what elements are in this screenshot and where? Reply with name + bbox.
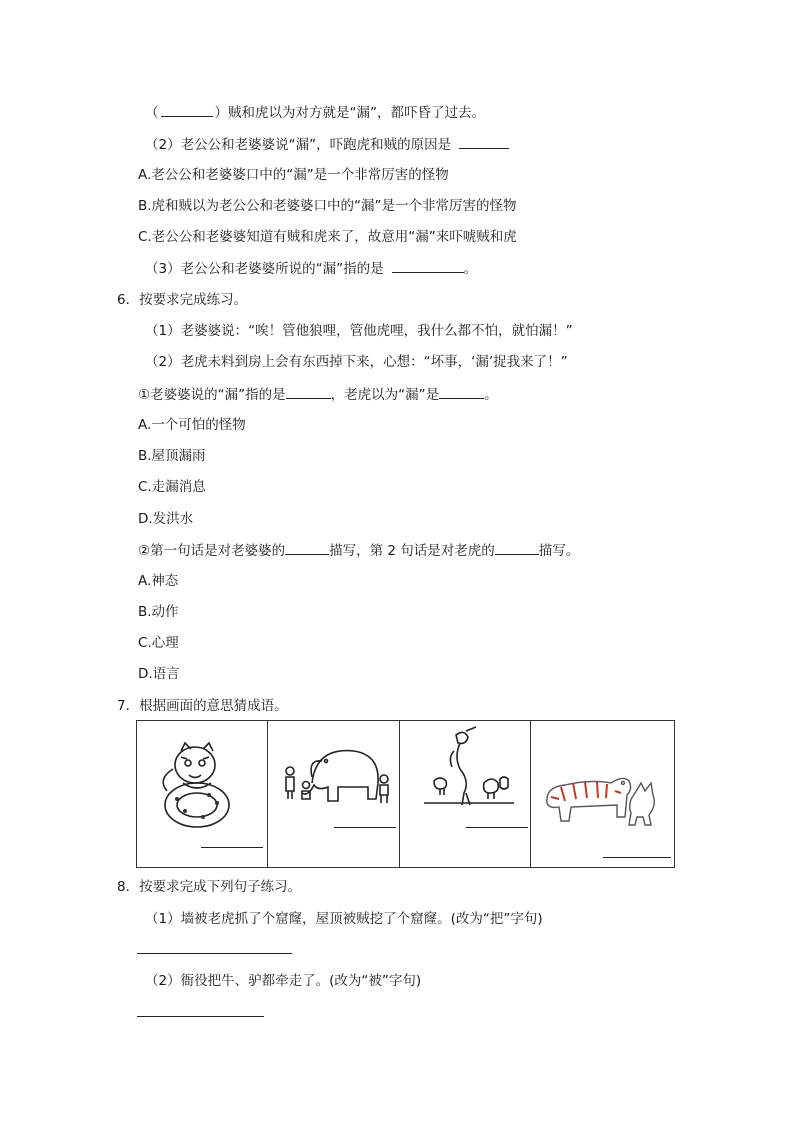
q5-blank-1[interactable] bbox=[161, 102, 213, 117]
q6-sub2-text-b: 描写，第 2 句话是对老虎的 bbox=[329, 543, 495, 559]
tiger-fox-picture bbox=[531, 721, 674, 869]
q8-sentence-2: （2）衙役把牛、驴都牵走了。(改为“被”字句) bbox=[145, 973, 422, 989]
q6-sub2-text-a: ②第一句话是对老婆婆的 bbox=[138, 543, 286, 559]
q6-sub2-text-c: 描写。 bbox=[538, 543, 580, 559]
q6-opt-d1: D.发洪水 bbox=[138, 511, 194, 527]
q6-sentence-2: （2）老虎未料到房上会有东西掉下来，心想：“坏事，‘漏’捉我来了！” bbox=[145, 354, 568, 370]
q6-sub1-text-c: 。 bbox=[484, 387, 498, 403]
q6-opt-c2: C.心理 bbox=[138, 635, 179, 651]
q5-option-b: B.虎和贼以为老公公和老婆婆口中的“漏”是一个非常厉害的怪物 bbox=[138, 198, 517, 214]
answer-blank-2[interactable] bbox=[334, 827, 396, 828]
q8-answer-1[interactable] bbox=[137, 953, 292, 954]
q7-picture-table bbox=[136, 720, 675, 868]
answer-blank-4[interactable] bbox=[603, 857, 671, 858]
picture-cell-4 bbox=[531, 721, 674, 867]
q5-line1 bbox=[145, 102, 485, 123]
q5-line2 bbox=[145, 134, 509, 155]
q6-opt-b2: B.动作 bbox=[138, 604, 179, 620]
q6-sub2-blank-2[interactable] bbox=[495, 540, 539, 555]
q6-opt-d2: D.语言 bbox=[138, 666, 180, 682]
q6-opt-b1: B.屋顶漏雨 bbox=[138, 448, 206, 464]
q6-opt-a1: A.一个可怕的怪物 bbox=[138, 417, 246, 433]
q6-sub2 bbox=[138, 540, 579, 561]
q5-line1-text: ）贼和虎以为对方就是“漏”，都吓昏了过去。 bbox=[214, 105, 485, 121]
answer-blank-1[interactable] bbox=[201, 847, 263, 848]
q5-option-c: C.老公公和老婆婆知道有贼和虎来了，故意用“漏”来吓唬贼和虎 bbox=[138, 229, 517, 245]
q6-opt-c1: C.走漏消息 bbox=[138, 479, 206, 495]
q6-opt-a2: A.神态 bbox=[138, 573, 179, 589]
elephant-blind-men-picture bbox=[268, 721, 400, 869]
q8-answer-2[interactable] bbox=[137, 1016, 264, 1017]
q6-sub1-text-a: ①老婆婆说的“漏”指的是 bbox=[138, 387, 286, 403]
q6-sub1-blank-1[interactable] bbox=[286, 384, 331, 399]
q5-question-3: （3）老公公和老婆婆所说的“漏”指的是 bbox=[145, 261, 384, 277]
q6-sub1-text-b: ，老虎以为“漏”是 bbox=[330, 387, 440, 403]
answer-blank-3[interactable] bbox=[466, 827, 528, 828]
q5-blank-2[interactable] bbox=[459, 134, 509, 149]
q8-sentence-1: （1）墙被老虎抓了个窟窿，屋顶被贼挖了个窟窿。(改为“把”字句) bbox=[145, 911, 543, 927]
q5-line3 bbox=[145, 258, 477, 279]
q8-title: 8．按要求完成下列句子练习。 bbox=[117, 879, 302, 895]
q7-title: 7．根据画面的意思猜成语。 bbox=[117, 698, 288, 714]
picture-cell-2 bbox=[268, 721, 400, 867]
crane-chickens-picture bbox=[400, 721, 531, 869]
q5-question-2: （2）老公公和老婆婆说“漏”，吓跑虎和贼的原因是 bbox=[145, 137, 452, 153]
picture-cell-3 bbox=[400, 721, 531, 867]
q5-blank-3[interactable] bbox=[392, 258, 464, 273]
q5-option-a: A.老公公和老婆婆口中的“漏”是一个非常厉害的怪物 bbox=[138, 167, 449, 183]
picture-cell-1 bbox=[137, 721, 268, 867]
q6-sub2-blank-1[interactable] bbox=[285, 540, 329, 555]
q6-title: 6．按要求完成练习。 bbox=[117, 292, 248, 308]
q6-sub1 bbox=[138, 384, 498, 405]
q6-sentence-1: （1）老婆婆说：“唉！管他狼哩，管他虎哩，我什么都不怕，就怕漏！” bbox=[145, 323, 573, 339]
q5-line3-end: 。 bbox=[463, 261, 478, 277]
q5-line1-open: （ bbox=[145, 105, 159, 121]
q6-sub1-blank-2[interactable] bbox=[439, 384, 484, 399]
